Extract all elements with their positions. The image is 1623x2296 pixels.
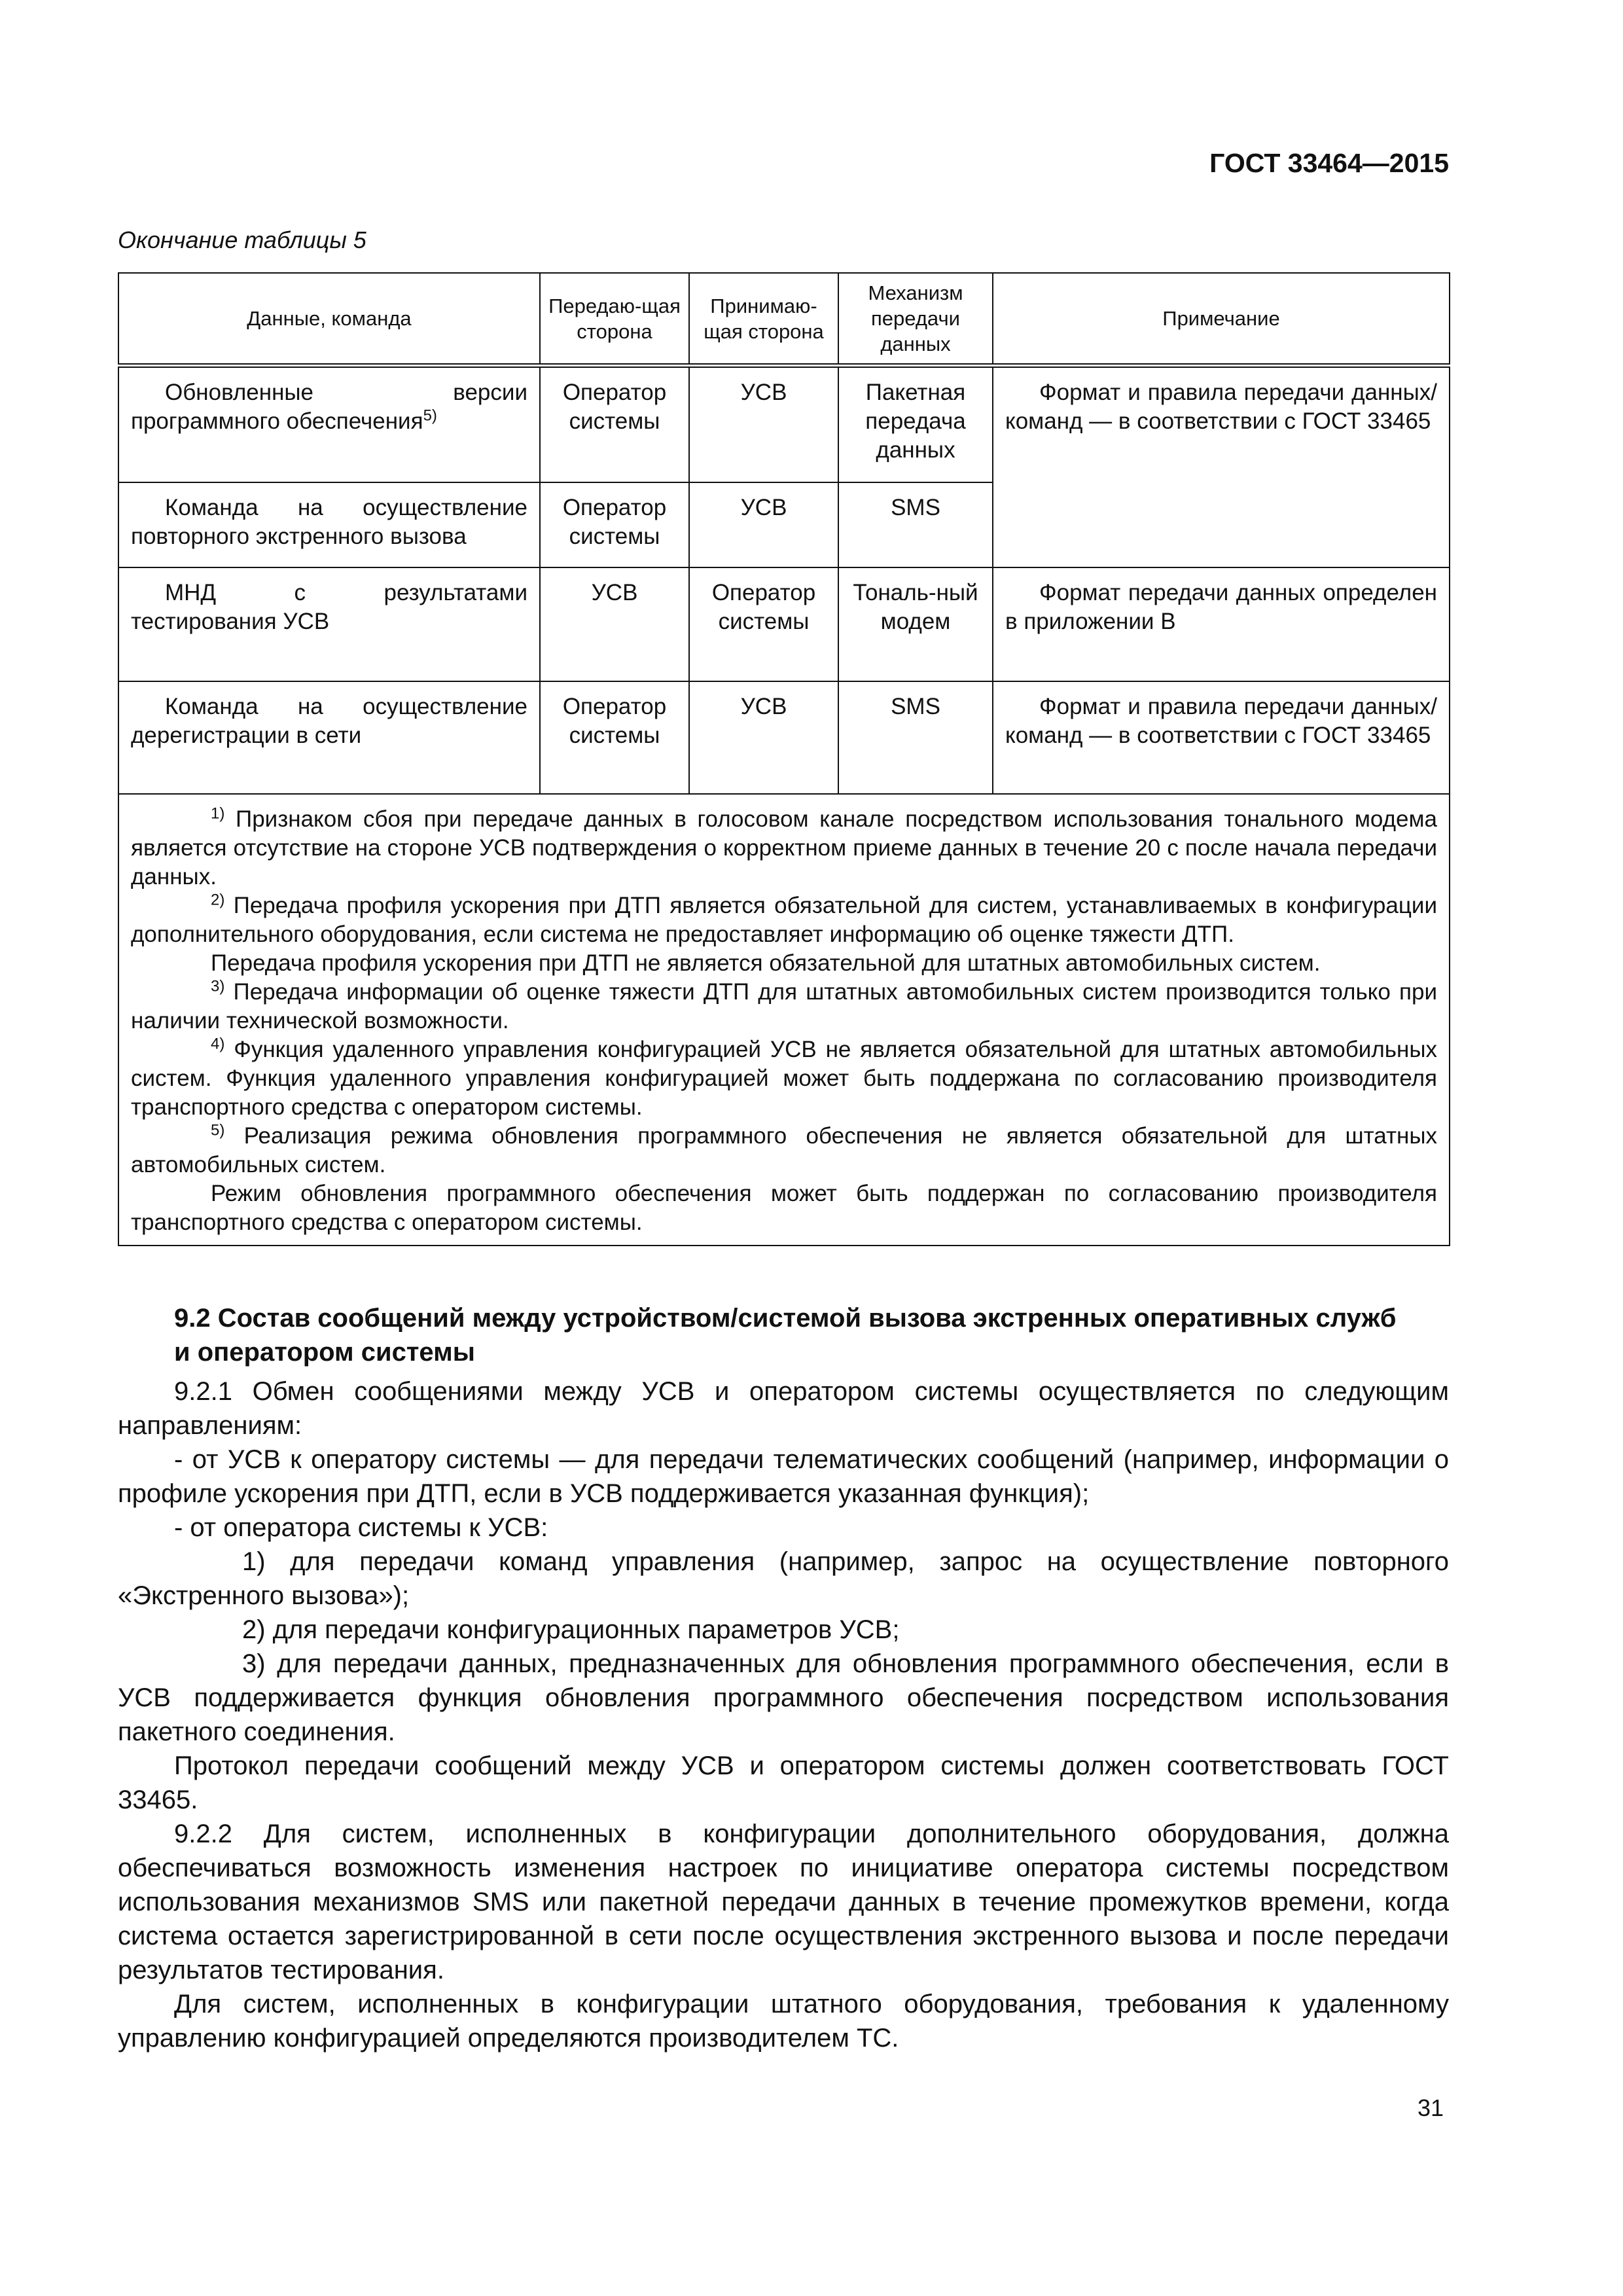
footnote-4: $^{4)}$ Функция удаленного управления конфигурацией УСВ не является обязательной для штатных автомобильных систем. Функция удаленного управления конфигурацией может быть поддержана по согласованию производителя транспортного средства с оператором системы. — [131, 1034, 1437, 1120]
paragraph: 2) для передачи конфигурационных параметров УСВ; — [242, 1615, 900, 1644]
footnote-2: $^{2)}$ Передача профиля ускорения при ДТП является обязательной для систем, устанавливаемых в конфигурации дополнительного оборудования, если система не предоставляет информацию об оценке тяжести ДТП. — [131, 890, 1437, 947]
cell-note: Формат передачи данных определен в приложении В — [993, 567, 1450, 681]
paragraph: 9.2.1 Обмен сообщениями между УСВ и оператором системы осуществляется по следующим направлениям: — [118, 1377, 1449, 1440]
paragraph: - от оператора системы к УСВ: — [174, 1513, 548, 1542]
paragraph: 1) для передачи команд управления (например, запрос на осуществление повторного «Экстренного вызова»); — [118, 1547, 1449, 1610]
cell-receiver: УСВ — [689, 681, 838, 794]
cell-data: Команда на осуществление дерегистрации в сети — [118, 681, 540, 794]
column-header-note: Примечание — [993, 273, 1450, 366]
column-header-data: Данные, команда — [118, 273, 540, 366]
table-5 — [118, 272, 1450, 1246]
column-header-sender: Передаю-щая сторона — [540, 273, 689, 366]
cell-data: МНД с результатами тестирования УСВ — [118, 567, 540, 681]
table-row — [118, 681, 1450, 794]
cell-receiver: Оператор системы — [689, 567, 838, 681]
section-body — [118, 1374, 1449, 2055]
table-row — [118, 567, 1450, 681]
paragraph: - от УСВ к оператору системы — для передачи телематических сообщений (например, информации о профиле ускорения при ДТП, если в УСВ поддерживается указанная функция); — [118, 1445, 1449, 1508]
cell-note-merged: Формат и правила передачи данных/команд — в соответствии с ГОСТ 33465 — [993, 366, 1450, 567]
cell-sender: Оператор системы — [540, 482, 689, 567]
paragraph: 3) для передачи данных, предназначенных для обновления программного обеспечения, если в УСВ поддерживается функция обновления программного обеспечения посредством использования пакетного соединения. — [118, 1649, 1449, 1746]
cell-receiver: УСВ — [689, 366, 838, 482]
cell-mechanism: SMS — [838, 681, 993, 794]
section-title: 9.2 Состав сообщений между устройством/системой вызова экстренных оперативных служб и оператором системы — [174, 1304, 1397, 1367]
footnote-5: $^{5)}$ Реализация режима обновления программного обеспечения не является обязательной для штатных автомобильных систем. — [131, 1121, 1437, 1177]
table-row — [118, 366, 1450, 482]
cell-data: Обновленные версии программного обеспечения$^{5)}$ — [118, 366, 540, 482]
cell-data: Команда на осуществление повторного экстренного вызова — [118, 482, 540, 567]
footnote-ref: 5) — [423, 406, 437, 425]
footnotes-cell — [118, 794, 1450, 1246]
document-id: ГОСТ 33464—2015 — [1209, 148, 1449, 178]
cell-sender: Оператор системы — [540, 366, 689, 482]
paragraph: 9.2.2 Для систем, исполненных в конфигурации дополнительного оборудования, должна обеспечиваться возможность изменения настроек по инициативе оператора системы посредством использования механизмов SMS или пакетной передачи данных в течение промежутков времени, когда система остается зарегистрированной в сети после осуществления экстренного вызова и после передачи результатов тестирования. — [118, 1820, 1449, 1984]
footnote-2b: Передача профиля ускорения при ДТП не является обязательной для штатных автомобильных систем. — [211, 950, 1321, 976]
column-header-mechanism: Механизм передачи данных — [838, 273, 993, 366]
cell-note: Формат и правила передачи данных/команд — в соответствии с ГОСТ 33465 — [993, 681, 1450, 794]
table-caption: Окончание таблицы 5 — [118, 226, 366, 253]
paragraph: Для систем, исполненных в конфигурации штатного оборудования, требования к удаленному управлению конфигурацией определяются производителем ТС. — [118, 1990, 1449, 2053]
paragraph: Протокол передачи сообщений между УСВ и оператором системы должен соответствовать ГОСТ 33465. — [118, 1751, 1449, 1814]
page-number: 31 — [1417, 2094, 1444, 2121]
column-header-receiver: Принимаю-щая сторона — [689, 273, 838, 366]
footnote-3: $^{3)}$ Передача информации об оценке тяжести ДТП для штатных автомобильных систем производится только при наличии технической возможности. — [131, 977, 1437, 1033]
cell-sender: Оператор системы — [540, 681, 689, 794]
footnote-5b: Режим обновления программного обеспечения может быть поддержан по согласованию производителя транспортного средства с оператором системы. — [131, 1180, 1437, 1235]
cell-mechanism: Пакетная передача данных — [838, 366, 993, 482]
footnote-1: $^{1)}$ Признаком сбоя при передаче данных в голосовом канале посредством использования тонального модема является отсутствие на стороне УСВ подтверждения о корректном приеме данных в течение 20 с после начала передачи данных. — [131, 804, 1437, 889]
cell-mechanism: SMS — [838, 482, 993, 567]
footnotes-row — [118, 794, 1450, 1246]
cell-sender: УСВ — [540, 567, 689, 681]
cell-receiver: УСВ — [689, 482, 838, 567]
cell-mechanism: Тональ-ный модем — [838, 567, 993, 681]
table-header-row — [118, 273, 1450, 366]
